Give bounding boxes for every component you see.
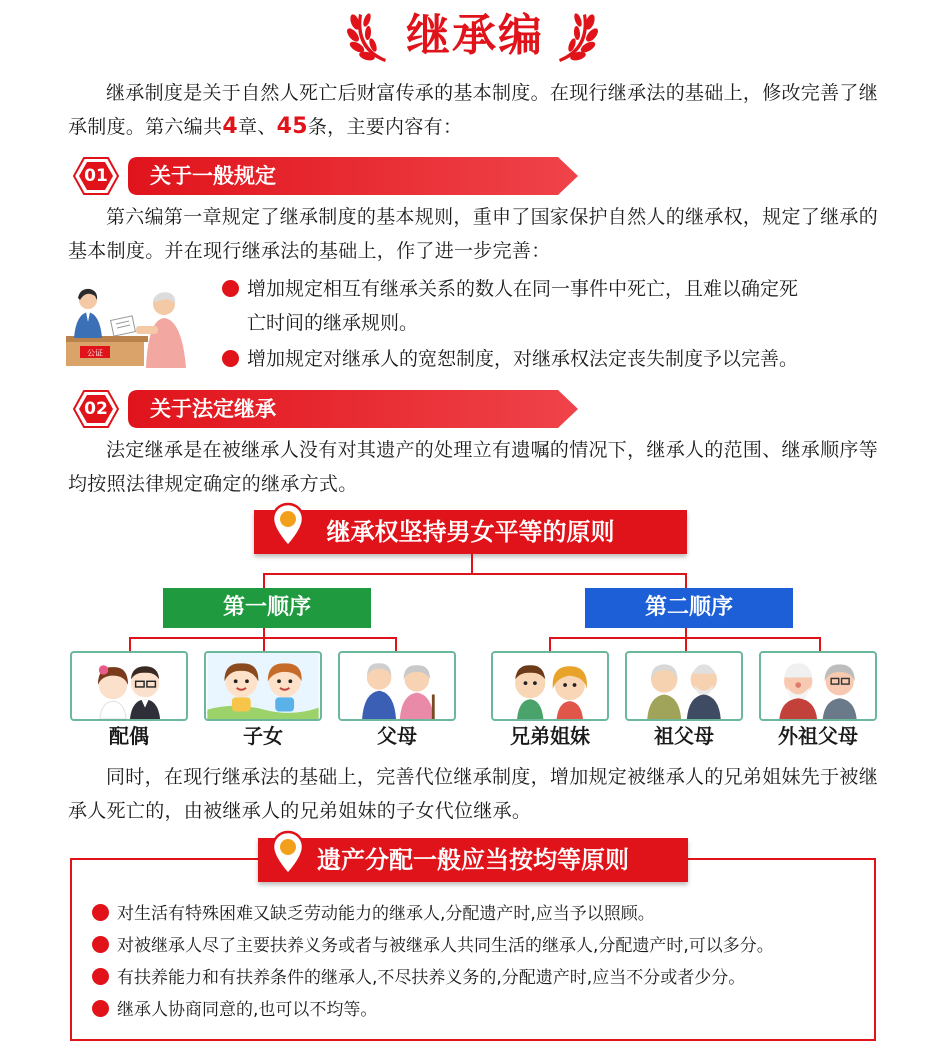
section-1-header	[70, 155, 580, 197]
representation-paragraph: 同时，在现行继承法的基础上，完善代位继承制度，增加规定被继承人的兄弟姐妹先于被继承人死亡的，由被继承人的兄弟姐妹的子女代位继承。	[68, 766, 879, 822]
section-1-bullet: 增加规定对继承人的宽恕制度，对继承权法定丧失制度予以完善。	[222, 342, 798, 376]
title-area	[0, 4, 945, 74]
spouse-icon	[72, 653, 186, 719]
section-1-bullet: 增加规定相互有继承关系的数人在同一事件中死亡，且难以确定死	[222, 272, 798, 306]
notary-sign-text: 公证	[87, 348, 103, 358]
section-2-header	[70, 388, 580, 430]
siblings-icon	[493, 653, 607, 719]
tree-connector	[471, 554, 473, 574]
section-title: 关于一般规定	[150, 164, 276, 188]
distribution-rule-item: 对被继承人尽了主要扶养义务或者与被继承人共同生活的继承人,分配遗产时,可以多分。	[92, 932, 774, 960]
tree-connector	[263, 573, 687, 575]
maternal-grandparents-label: 外祖父母	[778, 724, 858, 748]
children-icon	[206, 653, 320, 719]
intro-text-2: 章、	[238, 116, 277, 138]
section-1-bullet-continued: 亡时间的继承规则。	[247, 312, 419, 334]
intro-paragraph	[68, 76, 888, 144]
siblings-card	[491, 651, 609, 721]
grandparents-label: 祖父母	[654, 724, 714, 748]
article-count: 45	[276, 114, 308, 139]
principle-banner: 继承权坚持男女平等的原则	[254, 510, 687, 554]
parents-icon	[340, 653, 454, 719]
intro-text-1: 继承制度是关于自然人死亡后财富传承的基本制度。在现行继承法的基础上，修改完善了继承制度。第六编共	[68, 82, 879, 138]
grandparents-card	[625, 651, 743, 721]
tree-connector	[129, 637, 131, 651]
bullet-dot-icon	[222, 350, 239, 367]
tree-connector	[819, 637, 821, 651]
section-number: 01	[84, 166, 108, 186]
tree-connector	[549, 637, 819, 639]
bullet-dot-icon	[92, 968, 109, 985]
second-order-label: 第二顺序	[585, 588, 793, 628]
children-label: 子女	[243, 724, 283, 748]
intro-text-3: 条，主要内容有：	[307, 116, 463, 138]
bullet-dot-icon	[92, 936, 109, 953]
tree-connector	[685, 573, 687, 588]
location-pin-icon	[271, 502, 305, 548]
chapter-count: 4	[222, 114, 239, 139]
maternal-grandparents-card	[759, 651, 877, 721]
spouse-label: 配偶	[109, 724, 149, 748]
distribution-rule-item: 对生活有特殊困难又缺乏劳动能力的继承人,分配遗产时,应当予以照顾。	[92, 900, 655, 928]
tree-connector	[395, 637, 397, 651]
tree-connector	[263, 637, 265, 651]
section-2-paragraph: 法定继承是在被继承人没有对其遗产的处理立有遗嘱的情况下，继承人的范围、继承顺序等均按照法律规定确定的继承方式。	[68, 439, 879, 495]
laurel-left-icon	[345, 8, 395, 66]
parents-label: 父母	[377, 724, 417, 748]
first-order-label: 第一顺序	[163, 588, 371, 628]
section-title: 关于法定继承	[150, 397, 276, 421]
bullet-dot-icon	[92, 904, 109, 921]
tree-connector	[263, 573, 265, 588]
section-1-paragraph: 第六编第一章规定了继承制度的基本规则，重申了国家保护自然人的继承权，规定了继承的基本制度。并在现行继承法的基础上，作了进一步完善：	[68, 206, 879, 262]
children-card	[204, 651, 322, 721]
tree-connector	[129, 637, 395, 639]
parents-card	[338, 651, 456, 721]
distribution-rule-item: 继承人协商同意的,也可以不均等。	[92, 996, 377, 1024]
distribution-rule-item: 有扶养能力和有扶养条件的继承人,不尽扶养义务的,分配遗产时,应当不分或者少分。	[92, 964, 745, 992]
tree-connector	[685, 637, 687, 651]
location-pin-icon	[271, 830, 305, 876]
notary-illustration-icon	[66, 280, 204, 370]
bullet-dot-icon	[222, 280, 239, 297]
tree-connector	[549, 637, 551, 651]
laurel-right-icon	[550, 8, 600, 66]
grandparents-icon	[627, 653, 741, 719]
distribution-banner: 遗产分配一般应当按均等原则	[258, 838, 688, 882]
siblings-label: 兄弟姐妹	[510, 724, 590, 748]
maternal-grandparents-icon	[761, 653, 875, 719]
section-number: 02	[84, 399, 108, 419]
spouse-card	[70, 651, 188, 721]
bullet-dot-icon	[92, 1000, 109, 1017]
page-title: 继承编	[406, 10, 544, 61]
